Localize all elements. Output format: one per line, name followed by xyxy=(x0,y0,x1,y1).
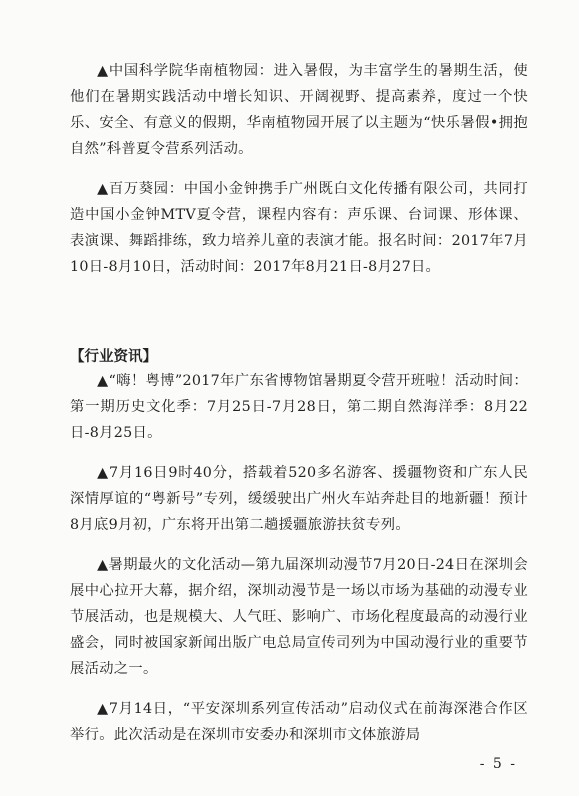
item-sunflower-park: ▲百万葵园：中国小金钟携手广州既白文化传播有限公司，共同打造中国小金钟MTV夏令营，课程内容有：声乐课、台词课、形体课、表演课、舞蹈排练，致力培养儿童的表演才能。报名时间：2017年7月10日-8月10日，活动时间：2017年8月21日-8月27日。 xyxy=(70,181,528,275)
section-title-industry-news: 【行业资讯】 xyxy=(70,349,157,365)
item-guangdong-museum: ▲“嗨！粤博”2017年广东省博物馆暑期夏令营开班啦！活动时间：第一期历史文化季：7月25日-7月28日，第二期自然海洋季：8月22日-8月25日。 xyxy=(70,373,528,441)
item-safe-shenzhen: ▲7月14日，“平安深圳系列宣传活动”启动仪式在前海深港合作区举行。此次活动是在深圳市安委办和深圳市文体旅游局 xyxy=(70,701,528,743)
content-block-top xyxy=(70,58,528,280)
page-number: - 5 - xyxy=(479,756,517,772)
content-block-bottom xyxy=(70,368,528,748)
item-shenzhen-animation-festival: ▲暑期最火的文化活动—第九届深圳动漫节7月20日-24日在深圳会展中心拉开大幕，据介绍，深圳动漫节是一场以市场为基础的动漫专业节展活动，也是规模大、人气旺、影响广、市场化程度最高的动漫行业盛会，同时被国家新闻出版广电总局宣传司列为中国动漫行业的重要节展活动之一。 xyxy=(70,557,528,677)
item-botanical-garden: ▲中国科学院华南植物园：进入暑假，为丰富学生的暑期生活，使他们在暑期实践活动中增长知识、开阔视野、提高素养，度过一个快乐、安全、有意义的假期，华南植物园开展了以主题为“快乐暑假•拥抱自然”科普夏令营系列活动。 xyxy=(70,63,528,157)
item-yuexin-train: ▲7月16日9时40分，搭载着520多名游客、援疆物资和广东人民深情厚谊的“粤新号”专列，缓缓驶出广州火车站奔赴目的地新疆！预计8月底9月初，广东将开出第二趟援疆旅游扶贫专列。 xyxy=(70,465,528,533)
